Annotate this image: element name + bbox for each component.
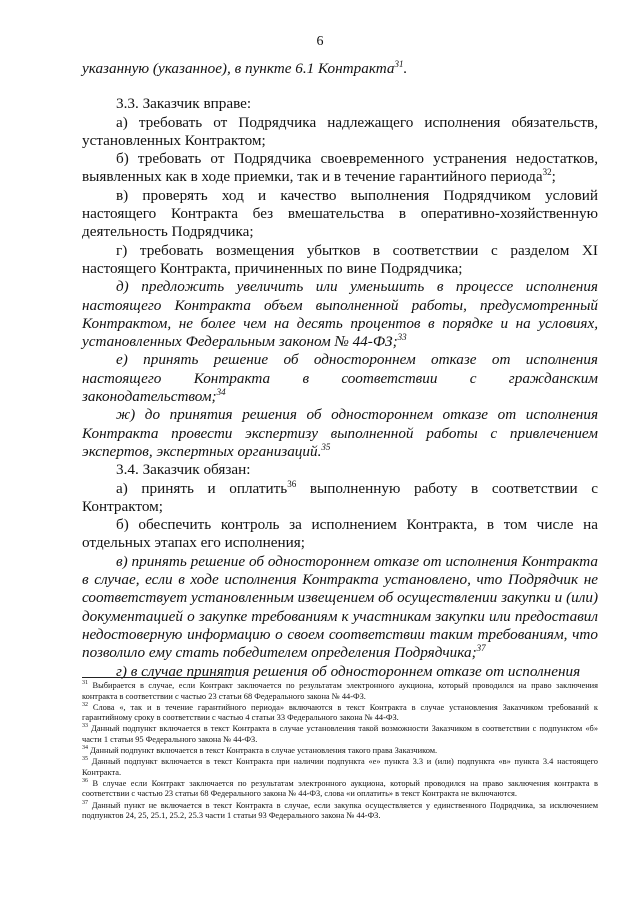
footnote: $^{37}$ Данный пункт не включается в текст Контракта в случае, если закупка осуществляется у единственного Подрядчика, за исключением подпунктов 24, 25, 25.1, 25.2, 25.3 части 1 статьи 93 Федерального закона № 44-ФЗ. (82, 799, 599, 821)
page-number: 6 (316, 34, 324, 49)
footnotes (82, 681, 598, 822)
footnote: $^{31}$ Выбирается в случае, если Контракт заключается по результатам электронного аукциона, который проводился на право заключения контракта в соответствии с частью 23 статьи 68 Федерального закона № 44-ФЗ. (82, 680, 599, 701)
footnote: $^{35}$ Данный подпункт включается в текст Контракта при наличии подпункта «е» пункта 3.3 и (или) подпункта «в» пункта 3.4 настоящего Контракта. (82, 756, 598, 777)
paragraph: указанную (указанное), в пункте 6.1 Контракта$^{31}$. (82, 58, 408, 77)
paragraph: в) проверять ход и качество выполнения Подрядчиком условий настоящего Контракта без вмешательства в оперативно-хозяйственную деятельность Подрядчика; (82, 186, 598, 241)
paragraph: 3.4. Заказчик обязан: (116, 461, 251, 479)
paragraph: г) в случае принятия решения об одностороннем отказе от исполнения (116, 662, 581, 680)
paragraph: ж) до принятия решения об одностороннем отказе от исполнения Контракта провести экспертизу выполненной работы с привлечением экспертов, экспертных организаций.$^{35}$ (82, 406, 598, 460)
paragraph: е) принять решение об одностороннем отказе от исполнения настоящего Контракта в соответствии с гражданским законодательством;$^{34}$ (82, 351, 598, 406)
paragraph: 3.3. Заказчик вправе: (116, 95, 252, 113)
paragraph: д) предложить увеличить или уменьшить в процессе исполнения настоящего Контракта объем выполненной работы, предусмотренный Контрактом, не более чем на десять процентов в порядке и на условиях, установленных Федеральным законом № 44-ФЗ;$^{33}$ (82, 278, 598, 351)
footnote: $^{34}$ Данный подпункт включается в текст Контракта в случае установления такого права Заказчиком. (82, 745, 438, 756)
paragraph: г) требовать возмещения убытков в соответствии с разделом XI настоящего Контракта, причиненных по вине Подрядчика; (82, 241, 598, 277)
paragraph: в) принять решение об одностороннем отказе от исполнения Контракта в случае, если в ходе исполнения Контракта установлено, что Подрядчик не соответствует установленным извещением об осуществлении закупки и (или) документацией о закупке требованиям к участникам закупки или предоставил недостоверную информацию о своем соответствии таким требованиям, что позволило ему стать победителем определения Подрядчика;$^{37}$ (82, 552, 598, 662)
contract-body-text (82, 60, 598, 681)
footnote-separator (82, 677, 232, 678)
paragraph: а) требовать от Подрядчика надлежащего исполнения обязательств, установленных Контрактом; (82, 113, 598, 149)
paragraph: б) требовать от Подрядчика своевременного устранения недостатков, выявленных как в ходе приемки, так и в течение гарантийного периода$^{32}$; (82, 150, 598, 186)
footnote: $^{33}$ Данный подпункт включается в текст Контракта в случае установления такой возможности Заказчиком в соответствии с подпунктом «б» части 1 статьи 95 Федерального закона № 44-ФЗ. (82, 723, 599, 744)
footnote: $^{36}$ В случае если Контракт заключается по результатам электронного аукциона, который проводился на право заключения контракта в соответствии с частью 23 статьи 68 Федерального закона № 44-ФЗ, слова «и оплатить» в текст Контракта не включаются. (82, 778, 599, 799)
paragraph: б) обеспечить контроль за исполнением Контракта, в том числе на отдельных этапах его исполнения; (82, 516, 598, 552)
footnote: $^{32}$ Слова «, так и в течение гарантийного периода» включаются в текст Контракта в случае установления Заказчиком требований к гарантийному сроку в соответствии с частью 4 статьи 33 Федерального закона № 44-ФЗ. (82, 701, 598, 723)
paragraph: а) принять и оплатить$^{36}$ выполненную работу в соответствии с Контрактом; (82, 478, 598, 515)
